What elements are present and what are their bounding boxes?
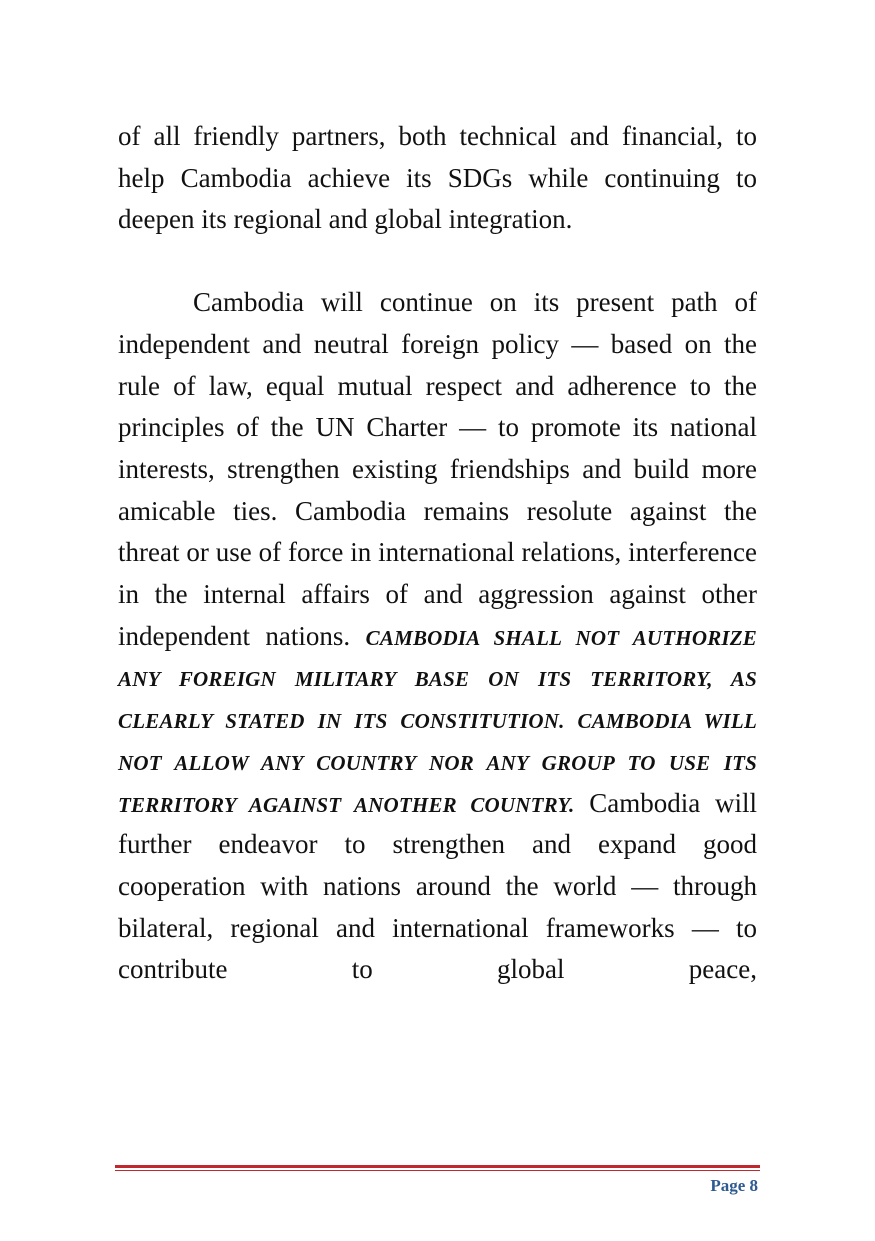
emphasis-text-military-base: CAMBODIA SHALL NOT AUTHORIZE ANY FOREIGN MILITARY BASE ON ITS TERRITORY, AS CLEARLY STATED IN ITS CONSTITUTION. CAMBODIA WILL NOT ALLOW ANY COUNTRY NOR ANY GROUP TO USE ITS TERRITORY AGAINST ANOTHER COUNTRY. xyxy=(118,625,758,817)
paragraph-text-start: Cambodia will continue on its present path of independent and neutral foreign policy — based on the rule of law, equal mutual respect and adherence to the principles of the UN Charter — to promote its national interests, strengthen existing friendships and build more amicable ties. Cambodia remains resolute against the threat or use of force in international relations, interference in the internal affairs of and aggression against other independent nations. xyxy=(118,287,757,651)
footer-rule-thin xyxy=(115,1170,760,1171)
paragraph-foreign-policy xyxy=(118,282,757,991)
document-body xyxy=(118,116,757,991)
paragraph-continuation: of all friendly partners, both technical and financial, to help Cambodia achieve its SDGs while continuing to deepen its regional and global integration. xyxy=(118,121,757,235)
paragraph-text-end: Cambodia will further endeavor to strengthen and expand good cooperation with nations around the world — through bilateral, regional and international frameworks — to contribute to global peace, xyxy=(118,787,757,985)
page-number: Page 8 xyxy=(710,1176,758,1195)
footer-rule-thick xyxy=(115,1165,760,1168)
